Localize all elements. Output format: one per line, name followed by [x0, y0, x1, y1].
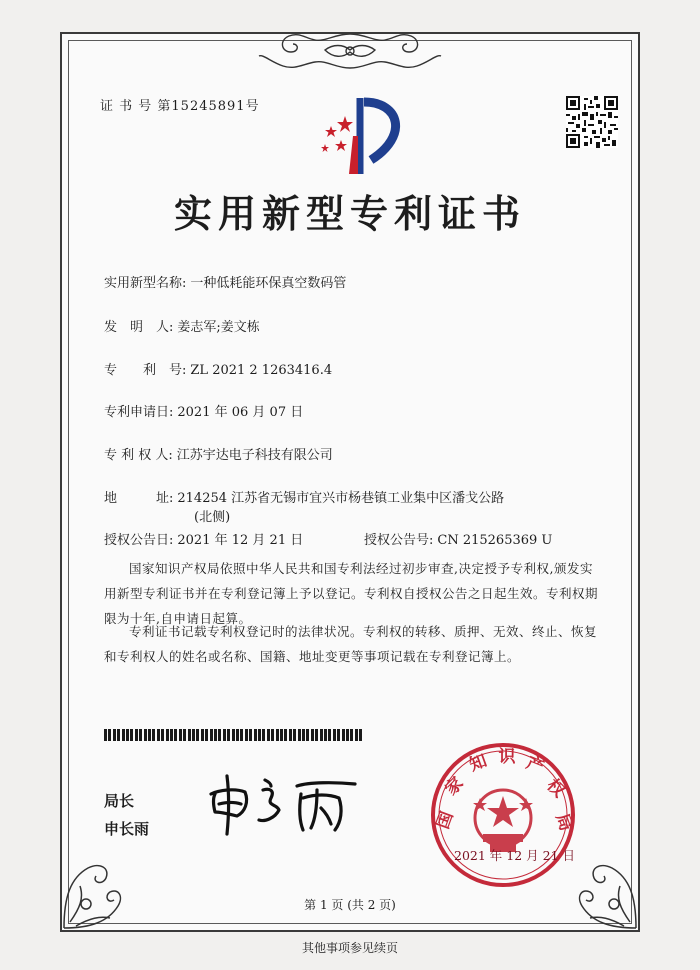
field-label: 发 明 人: — [104, 320, 174, 335]
field-patentee — [104, 444, 333, 463]
handwritten-signature — [205, 768, 365, 838]
qr-code — [566, 96, 618, 148]
field-address-line-2: (北侧) — [194, 510, 231, 525]
legal-status-paragraph: 专利证书记载专利权登记时的法律状况。专利权的转移、质押、无效、终止、恢复和专利权人的姓名或名称、国籍、地址变更等事项记载在专利登记簿上。 — [104, 624, 598, 664]
field-value: 214254 江苏省无锡市宜兴市杨巷镇工业集中区潘戈公路 — [177, 491, 505, 506]
field-label: 实用新型名称: — [104, 276, 187, 291]
barcode — [104, 729, 362, 741]
certificate-number: 证 书 号 第15245891号 — [100, 99, 260, 114]
cnipa-logo — [305, 96, 415, 176]
svg-text:知: 知 — [466, 750, 490, 776]
field-grant-number — [364, 529, 552, 548]
field-value: ZL 2021 2 1263416.4 — [190, 363, 333, 378]
field-patent-number — [104, 359, 332, 378]
field-label: 专 利 权 人: — [104, 448, 173, 463]
page-number: 第 1 页 (共 2 页) — [304, 898, 396, 912]
svg-text:局: 局 — [551, 810, 577, 834]
svg-text:国: 国 — [432, 808, 458, 832]
field-filing-date — [104, 401, 303, 420]
official-seal — [428, 740, 578, 890]
field-label: 专 利 号: — [104, 363, 187, 378]
corner-ornament-bottom-right — [570, 838, 640, 932]
corner-ornament-bottom-left — [60, 838, 130, 932]
field-label: 授权公告日: — [104, 533, 174, 548]
field-label: 地 址: — [104, 491, 174, 506]
field-grant-date — [104, 529, 303, 548]
grant-statement-paragraph: 国家知识产权局依照中华人民共和国专利法经过初步审查,决定授予专利权,颁发实用新型专利证书并在专利登记簿上予以登记。专利权自授权公告之日起生效。专利权期限为十年,自申请日起算。 — [104, 561, 599, 626]
field-label: 授权公告号: — [364, 533, 434, 548]
signatory-title: 局长 — [104, 792, 135, 810]
signatory-name: 申长雨 — [104, 820, 150, 838]
field-value: 2021 年 12 月 21 日 — [177, 533, 304, 548]
field-address — [104, 487, 504, 506]
field-inventor — [104, 316, 260, 335]
field-value: CN 215265369 U — [437, 533, 553, 548]
field-value: 姜志军;姜文栋 — [177, 320, 260, 335]
field-utility-model-name — [104, 272, 346, 291]
seal-date: 2021 年 12 月 21 日 — [454, 848, 575, 863]
top-ornament — [255, 30, 445, 72]
field-value: 江苏宇达电子科技有限公司 — [176, 448, 333, 463]
certificate-title: 实用新型专利证书 — [173, 191, 526, 236]
field-label: 专利申请日: — [104, 405, 174, 420]
continuation-note: 其他事项参见续页 — [301, 941, 398, 955]
svg-text:家: 家 — [441, 773, 468, 800]
svg-text:权: 权 — [542, 775, 569, 802]
svg-text:识: 识 — [498, 747, 516, 767]
field-value: 2021 年 06 月 07 日 — [177, 405, 304, 420]
svg-text:产: 产 — [523, 752, 547, 778]
field-value: 一种低耗能环保真空数码管 — [190, 276, 347, 291]
